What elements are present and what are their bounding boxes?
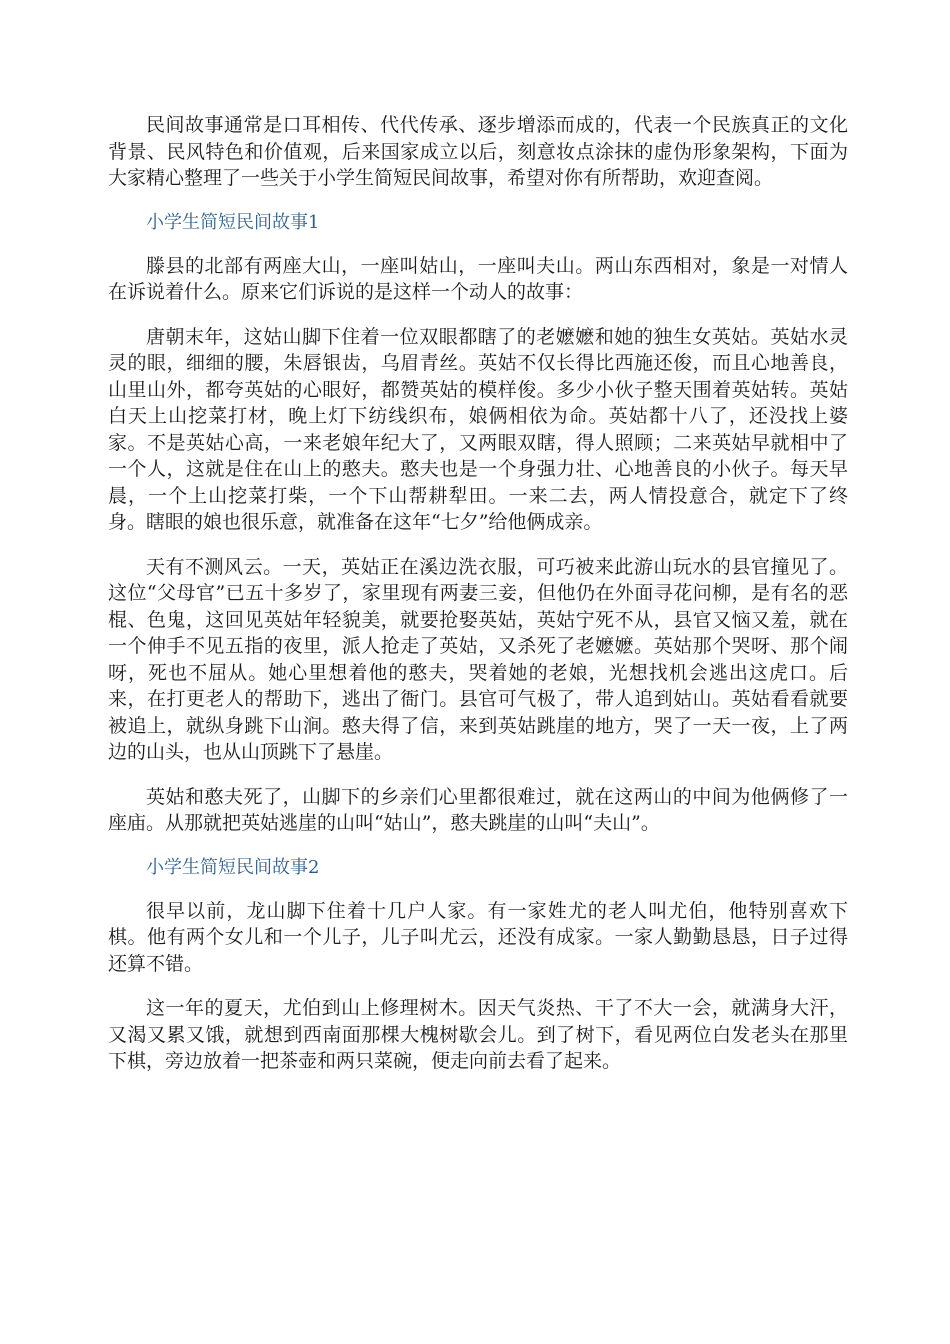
story1-paragraph-3: 天有不测风云。一天，英姑正在溪边洗衣服，可巧被来此游山玩水的县官撞见了。这位“父母官”已五十多岁了，家里现有两妻三妾，但他仍在外面寻花问柳，是有名的恶棍、色鬼，这回见英姑年轻貌美，就要抢娶英姑，英姑宁死不从，县官又恼又羞，就在一个伸手不见五指的夜里，派人抢走了英姑，又杀死了老嬷嬷。英姑那个哭呀、那个闹呀，死也不屈从。她心里想着他的憨夫，哭着她的老娘，光想找机会逃出这虎口。后来，在打更老人的帮助下，逃出了衙门。县官可气极了，带人追到姑山。英姑看看就要被追上，就纵身跳下山涧。憨夫得了信，来到英姑跳崖的地方，哭了一天一夜，上了两边的山头，也从山顶跳下了悬崖。 bbox=[108, 555, 848, 763]
story1-paragraph-1: 滕县的北部有两座大山，一座叫姑山，一座叫夫山。两山东西相对，象是一对情人在诉说着什么。原来它们诉说的是这样一个动人的故事： bbox=[108, 254, 848, 303]
story2-heading: 小学生简短民间故事2 bbox=[146, 856, 320, 878]
intro-paragraph: 民间故事通常是口耳相传、代代传承、逐步增添而成的，代表一个民族真正的文化背景、民风特色和价值观，后来国家成立以后，刻意妆点涂抹的虚伪形象架构，下面为大家精心整理了一些关于小学生简短民间故事，希望对你有所帮助，欢迎查阅。 bbox=[108, 114, 848, 189]
story2-paragraph-1: 很早以前，龙山脚下住着十几户人家。有一家姓尤的老人叫尤伯，他特别喜欢下棋。他有两个女儿和一个儿子，儿子叫尤云，还没有成家。一家人勤勤恳恳，日子过得还算不错。 bbox=[108, 899, 848, 975]
story1-paragraph-4: 英姑和憨夫死了，山脚下的乡亲们心里都很难过，就在这两山的中间为他俩修了一座庙。从那就把英姑逃崖的山叫“姑山”，憨夫跳崖的山叫“夫山”。 bbox=[108, 785, 848, 834]
document-page bbox=[108, 112, 848, 1093]
story1-paragraph-2: 唐朝末年，这姑山脚下住着一位双眼都瞎了的老嬷嬷和她的独生女英姑。英姑水灵灵的眼，细细的腰，朱唇银齿，乌眉青丝。英姑不仅长得比西施还俊，而且心地善良，山里山外，都夸英姑的心眼好，都赞英姑的模样俊。多少小伙子整天围着英姑转。英姑白天上山挖菜打材，晚上灯下纺线织布，娘俩相依为命。英姑都十八了，还没找上婆家。不是英姑心高，一来老娘年纪大了，又两眼双瞎，得人照顾；二来英姑早就相中了一个人，这就是住在山上的憨夫。憨夫也是一个身强力壮、心地善良的小伙子。每天早晨，一个上山挖菜打柴，一个下山帮耕犁田。一来二去，两人情投意合，就定下了终身。瞎眼的娘也很乐意，就准备在这年“七夕”给他俩成亲。 bbox=[108, 325, 848, 533]
story2-paragraph-2: 这一年的夏天，尤伯到山上修理树木。因天气炎热、干了不大一会，就满身大汗，又渴又累又饿，就想到西南面那棵大槐树歇会儿。到了树下，看见两位白发老头在那里下棋，旁边放着一把茶壶和两只菜碗，便走向前去看了起来。 bbox=[108, 997, 848, 1072]
story1-heading: 小学生简短民间故事1 bbox=[146, 211, 320, 233]
